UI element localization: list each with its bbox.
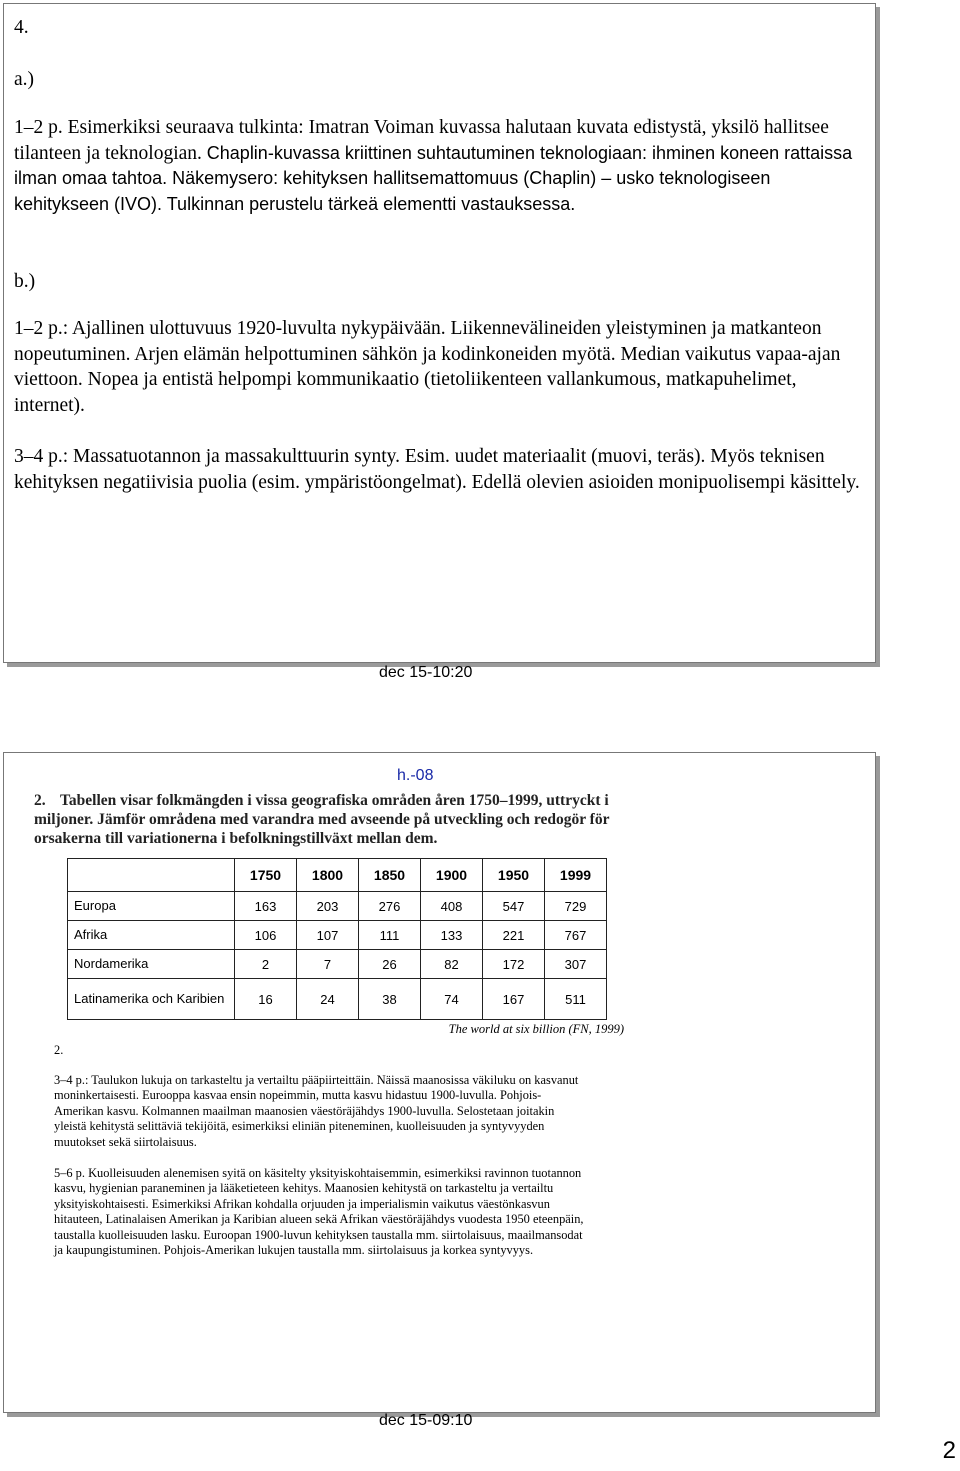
- scanned-question-number: 2.: [34, 792, 46, 809]
- value-cell: 7: [297, 950, 359, 979]
- answer-paragraph-1: 3–4 p.: Taulukon lukuja on tarkasteltu ja vertailtu pääpiirteittäin. Näissä maanosissa väkiluku on kasvanut moninkertaisesti. Eurooppa kasvaa ensin nopeimmin, mutta kasvu hidastuu 1900-luvulla. Pohjois-Amerikan kasvu. Kolmannen maailman maanosien väestöräjähdys 1900-luvulla. Selostetaan joitakin yleistä kehitystä selittäviä tekijöitä, esimerkiksi eliniän piteneminen, kuolleisuuden ja syntyvyyden muutokset sekä siirtolaisuus.: [54, 1073, 579, 1149]
- year-header: 1900: [421, 859, 483, 892]
- value-cell: 26: [359, 950, 421, 979]
- value-cell: 511: [545, 979, 607, 1020]
- part-a-text: [14, 115, 869, 217]
- region-cell: Nordamerika: [68, 950, 235, 979]
- value-cell: 38: [359, 979, 421, 1020]
- value-cell: 408: [421, 892, 483, 921]
- value-cell: 547: [483, 892, 545, 921]
- table-source: The world at six billion (FN, 1999): [448, 1022, 624, 1036]
- scanned-question: [34, 791, 634, 1037]
- value-cell: 111: [359, 921, 421, 950]
- value-cell: 2: [235, 950, 297, 979]
- question-number: 4.: [14, 17, 29, 38]
- region-cell: Latinamerika och Karibien: [68, 979, 235, 1020]
- slide-2: [3, 752, 876, 1413]
- page-number: 2: [942, 1437, 956, 1464]
- timestamp-1: dec 15-10:20: [379, 664, 473, 681]
- year-header: 1999: [545, 859, 607, 892]
- table-row: [68, 979, 607, 1020]
- part-b-text-1: 1–2 p.: Ajallinen ulottuvuus 1920-luvulta nykypäivään. Liikennevälineiden yleistyminen ja matkanteon nopeutuminen. Arjen elämän helpottuminen sähkön ja kodinkoneiden myötä. Median vaikutus vapaa-ajan viettoon. Nopea ja entistä helpompi kommunikaatio (tietoliikenteen vallankumous, matkapuhelimet, internet).: [14, 318, 841, 416]
- scanned-question-body: Tabellen visar folkmängden i vissa geografiska områden åren 1750–1999, uttryckt i miljoner. Jämför områdena med varandra med avseende på utveckling och redogör för orsakerna till variationerna i befolkningstillväxt mellan dem.: [34, 792, 610, 847]
- year-header: 1800: [297, 859, 359, 892]
- value-cell: 767: [545, 921, 607, 950]
- part-b-label: b.): [14, 271, 36, 292]
- value-cell: 203: [297, 892, 359, 921]
- value-cell: 729: [545, 892, 607, 921]
- value-cell: 307: [545, 950, 607, 979]
- value-cell: 74: [421, 979, 483, 1020]
- answer-number: 2.: [54, 1043, 64, 1057]
- scanned-question-text: [34, 791, 634, 848]
- year-header: 1850: [359, 859, 421, 892]
- answer-paragraph-2: 5–6 p. Kuolleisuuden alenemisen syitä on käsitelty yksityiskohtaisemmin, esimerkiksi ravinnon tuotannon kasvu, hygienian paraneminen ja lääketieteen kehitys. Maanosien kehitystä on tarkasteltu ja vertailtu yksityiskohtaisesti. Esimerkiksi Afrikan kohdalla orjuuden ja imperialismin vaikutus väestönkasvun hitauteen, Latinalaisen Amerikan ja Karibian alueen sekä Afrikan väestöräjähdys vuodesta 1950 eteenpäin, taustalla kuolleisuuden lasku. Euroopan 1900-luvun kehityksen taustalla mm. siirtolaisuus, maailmansodat ja kaupungistuminen. Pohjois-Amerikan lukujen taustalla mm. siirtolaisuus ja korkea syntyvyys.: [54, 1166, 584, 1258]
- value-cell: 167: [483, 979, 545, 1020]
- value-cell: 107: [297, 921, 359, 950]
- value-cell: 106: [235, 921, 297, 950]
- year-header: 1750: [235, 859, 297, 892]
- region-cell: Europa: [68, 892, 235, 921]
- value-cell: 163: [235, 892, 297, 921]
- part-a-text-1: 1–2 p. Esimerkiksi seuraava tulkinta: Imatran Voiman kuvassa halutaan kuvata edistystä, yksilö hallitsee tilanteen ja teknologian.: [14, 117, 829, 164]
- value-cell: 82: [421, 950, 483, 979]
- exam-code: h.-08: [397, 767, 434, 784]
- value-cell: 24: [297, 979, 359, 1020]
- population-table: [67, 858, 607, 1020]
- table-corner: [68, 859, 235, 892]
- part-a-text-2: Chaplin-kuvassa kriittinen suhtautuminen teknologiaan: ihminen koneen rattaissa ilman omaa tahtoa. Näkemysero: kehityksen hallitsemattomuus (Chaplin) – usko teknologiseen kehitykseen (IVO). Tulkinnan perustelu tärkeä elementti vastauksessa.: [14, 142, 853, 214]
- table-row: [68, 921, 607, 950]
- table-row: [68, 892, 607, 921]
- slide-1: [3, 3, 876, 663]
- timestamp-2: dec 15-09:10: [379, 1412, 473, 1429]
- region-cell: Afrika: [68, 921, 235, 950]
- year-header: 1950: [483, 859, 545, 892]
- value-cell: 133: [421, 921, 483, 950]
- part-a-label: a.): [14, 69, 35, 90]
- part-b-text-2: 3–4 p.: Massatuotannon ja massakulttuurin synty. Esim. uudet materiaalit (muovi, teräs). Myös teknisen kehityksen negatiivisia puolia (esim. ympäristöongelmat). Edellä olevien asioiden monipuolisempi käsittely.: [14, 446, 860, 493]
- value-cell: 276: [359, 892, 421, 921]
- value-cell: 172: [483, 950, 545, 979]
- table-header-row: [68, 859, 607, 892]
- value-cell: 16: [235, 979, 297, 1020]
- value-cell: 221: [483, 921, 545, 950]
- table-row: [68, 950, 607, 979]
